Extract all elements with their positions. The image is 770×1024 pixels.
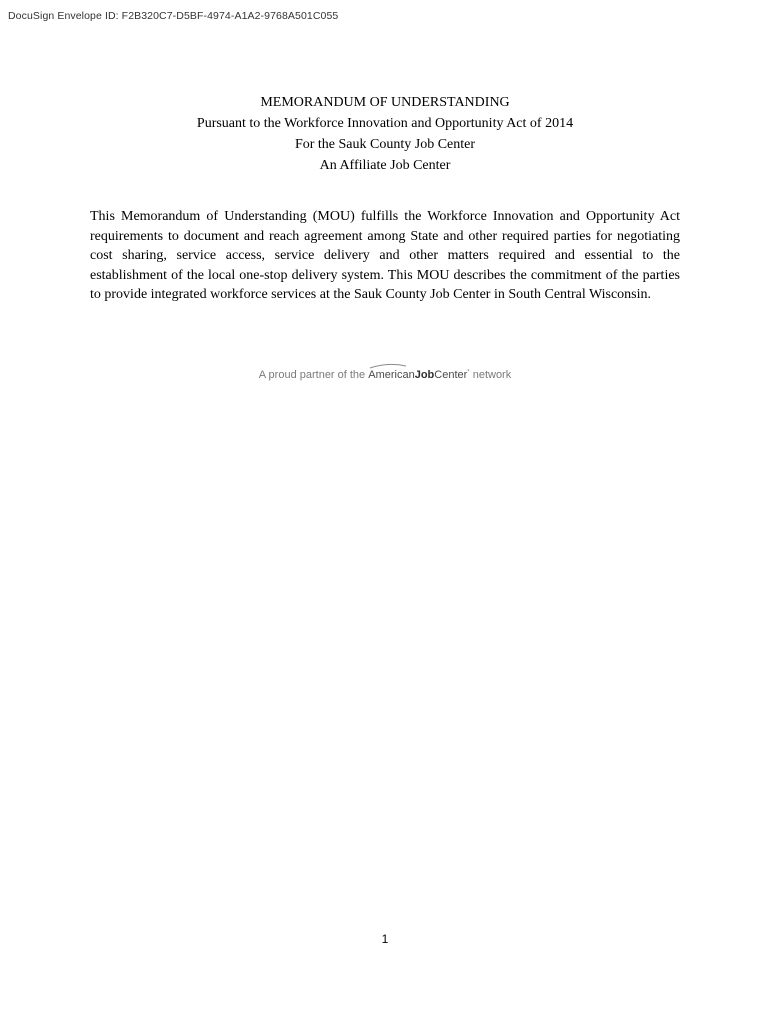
page-number: 1 (381, 932, 389, 946)
document-subtitle: Pursuant to the Workforce Innovation and Opportunity Act of 2014 (196, 116, 574, 131)
partner-brand-american: American (368, 369, 414, 381)
partner-suffix-text: network (472, 369, 512, 381)
document-title: MEMORANDUM OF UNDERSTANDING (260, 95, 510, 110)
partner-brand-job: Job (414, 369, 435, 381)
mou-introduction-paragraph: This Memorandum of Understanding (MOU) fulfills the Workforce Innovation and Opportunity Act requirements to document and reach agreement among State and other required parties for negotiating cost sharing, service access, service delivery and other matters required and essential to the establishment of the local one-stop delivery system. This MOU describes the commitment of the parties to provide integrated workforce services at the Sauk County Job Center in South Central Wisconsin. (90, 209, 680, 302)
partner-prefix-text: A proud partner of the (258, 369, 369, 381)
document-subtitle-center: For the Sauk County Job Center (294, 137, 476, 152)
document-subtitle-affiliate: An Affiliate Job Center (319, 158, 451, 173)
swoosh-icon (368, 363, 408, 369)
docusign-envelope-id: DocuSign Envelope ID: F2B320C7-D5BF-4974-A1A2-9768A501C055 (8, 10, 339, 22)
partner-brand-center: Center (434, 369, 468, 381)
document-title-block (0, 92, 770, 176)
american-job-center-partner-logo: A proud partner of the AmericanJobCenter* network (0, 369, 770, 381)
